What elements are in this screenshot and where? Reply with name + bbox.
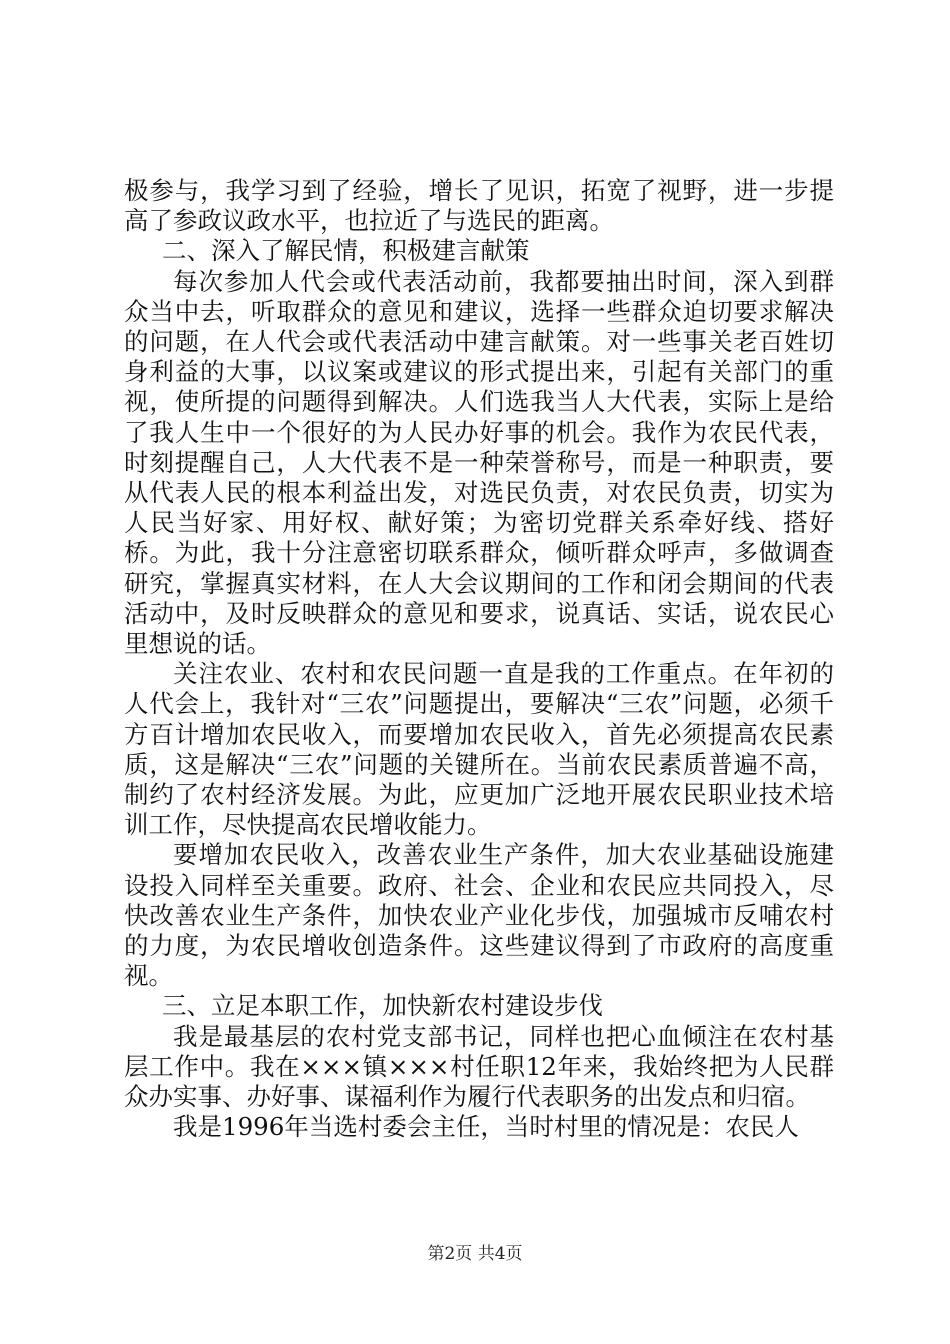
paragraph: 我是1996年当选村委会主任，当时村里的情况是：农民人 xyxy=(173,1112,799,1142)
page-number: 第2页 共4页 xyxy=(427,1244,523,1264)
paragraph: 每次参加人代会或代表活动前，我都要抽出时间，深入到群众当中去，听取群众的意见和建议，选择一些群众迫切要求解决的问题，在人代会或代表活动中建言献策。对一些事关老百姓切身利益的大事，以议案或建议的形式提出来，引起有关部门的重视，使所提的问题得到解决。人们选我当人大代表，实际上是给了我人生中一个很好的为人民办好事的机会。我作为农民代表，时刻提醒自己，人大代表不是一种荣誉称号，而是一种职责，要从代表人民的根本利益出发，对选民负责，对农民负责，切实为人民当好家、用好权、献好策；为密切党群关系牵好线、搭好桥。为此，我十分注意密切联系群众，倾听群众呼声，多做调查研究，掌握真实材料，在人大会议期间的工作和闭会期间的代表活动中，及时反映群众的意见和要求，说真话、实话，说农民心里想说的话。 xyxy=(124,266,834,659)
section-heading: 二、深入了解民情，积极建言献策 xyxy=(161,236,530,266)
section-heading: 三、立足本职工作，加快新农村建设步伐 xyxy=(161,991,603,1021)
document-body xyxy=(124,176,834,1143)
paragraph: 极参与，我学习到了经验，增长了见识，拓宽了视野，进一步提高了参政议政水平，也拉近了与选民的距离。 xyxy=(124,176,834,236)
paragraph: 要增加农民收入，改善农业生产条件，加大农业基础设施建设投入同样至关重要。政府、社会、企业和农民应共同投入，尽快改善农业生产条件，加快农业产业化步伐，加强城市反哺农村的力度，为农民增收创造条件。这些建议得到了市政府的高度重视。 xyxy=(124,840,834,991)
paragraph: 关注农业、农村和农民问题一直是我的工作重点。在年初的人代会上，我针对“三农”问题提出，要解决“三农”问题，必须千方百计增加农民收入，而要增加农民收入，首先必须提高农民素质，这是解决“三农”问题的关键所在。当前农民素质普遍不高，制约了农村经济发展。为此，应更加广泛地开展农民职业技术培训工作，尽快提高农民增收能力。 xyxy=(124,659,834,840)
paragraph: 我是最基层的农村党支部书记，同样也把心血倾注在农村基层工作中。我在×××镇×××村任职12年来，我始终把为人民群众办实事、办好事、谋福利作为履行代表职务的出发点和归宿。 xyxy=(124,1021,834,1112)
